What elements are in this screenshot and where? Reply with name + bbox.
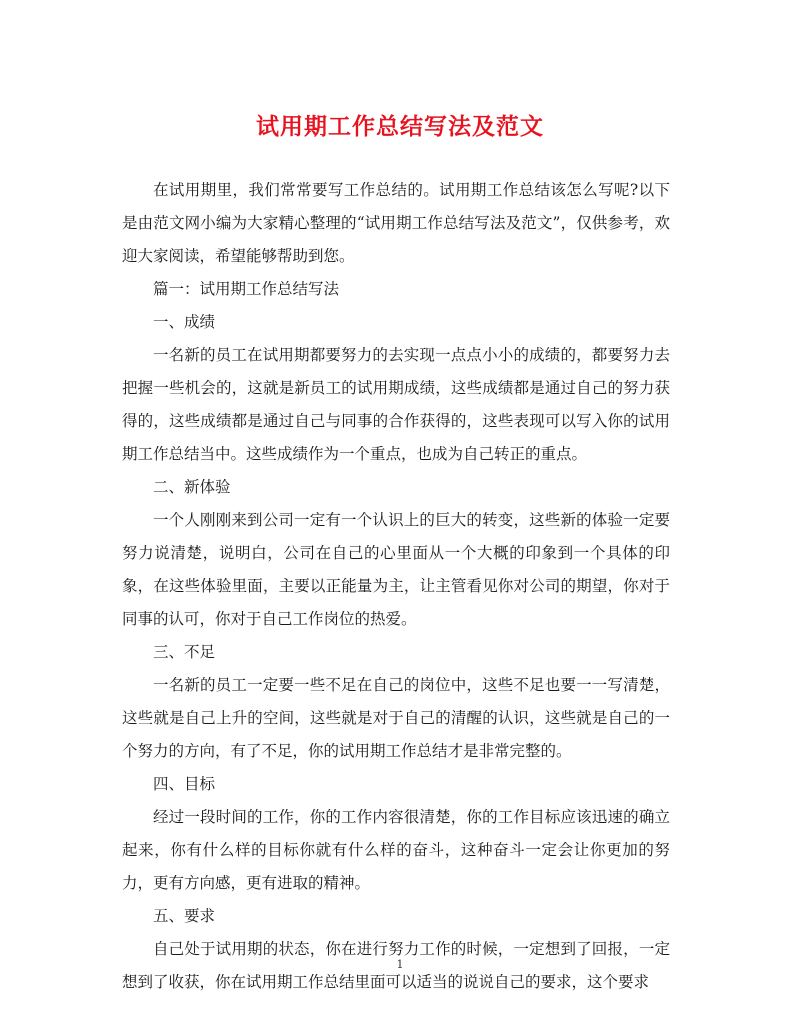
section-body-achievements: 一名新的员工在试用期都要努力的去实现一点点小小的成绩的，都要努力去把握一些机会的，这就是新员工的试用期成绩，这些成绩都是通过自己的努力获得的，这些成绩都是通过自己与同事的合作获得的，这些表现可以写入你的试用期工作总结当中。这些成绩作为一个重点，也成为自己转正的重点。 — [122, 346, 670, 463]
section-heading-shortcomings: 三、不足 — [153, 643, 216, 661]
section-body-requirements: 自己处于试用期的状态，你在进行努力工作的时候，一定想到了回报，一定想到了收获，你在试用期工作总结里面可以适当的说说自己的要求，这个要求 — [122, 940, 670, 991]
document-title: 试用期工作总结写法及范文 — [256, 113, 544, 140]
section-heading-requirements: 五、要求 — [153, 907, 216, 925]
article-heading: 篇一：试用期工作总结写法 — [153, 280, 340, 298]
section-heading-new-experience: 二、新体验 — [153, 478, 231, 496]
section-body-new-experience: 一个人刚刚来到公司一定有一个认识上的巨大的转变，这些新的体验一定要努力说清楚，说明白，公司在自己的心里面从一个大概的印象到一个具体的印象，在这些体验里面，主要以正能量为主，让主管看见你对公司的期望，你对于同事的认可，你对于自己工作岗位的热爱。 — [122, 511, 670, 628]
document-body — [122, 174, 670, 999]
section-heading-goals: 四、目标 — [153, 775, 216, 793]
section-body-shortcomings: 一名新的员工一定要一些不足在自己的岗位中，这些不足也要一一写清楚，这些就是自己上升的空间，这些就是对于自己的清醒的认识，这些就是自己的一个努力的方向，有了不足，你的试用期工作总结才是非常完整的。 — [122, 676, 670, 760]
section-heading-achievements: 一、成绩 — [153, 313, 216, 331]
intro-paragraph: 在试用期里，我们常常要写工作总结的。试用期工作总结该怎么写呢?以下是由范文网小编为大家精心整理的“试用期工作总结写法及范文”，仅供参考，欢迎大家阅读，希望能够帮助到您。 — [122, 181, 670, 265]
page-number: 1 — [396, 958, 404, 971]
section-body-goals: 经过一段时间的工作，你的工作内容很清楚，你的工作目标应该迅速的确立起来，你有什么样的目标你就有什么样的奋斗，这种奋斗一定会让你更加的努力，更有方向感，更有进取的精神。 — [122, 808, 670, 892]
